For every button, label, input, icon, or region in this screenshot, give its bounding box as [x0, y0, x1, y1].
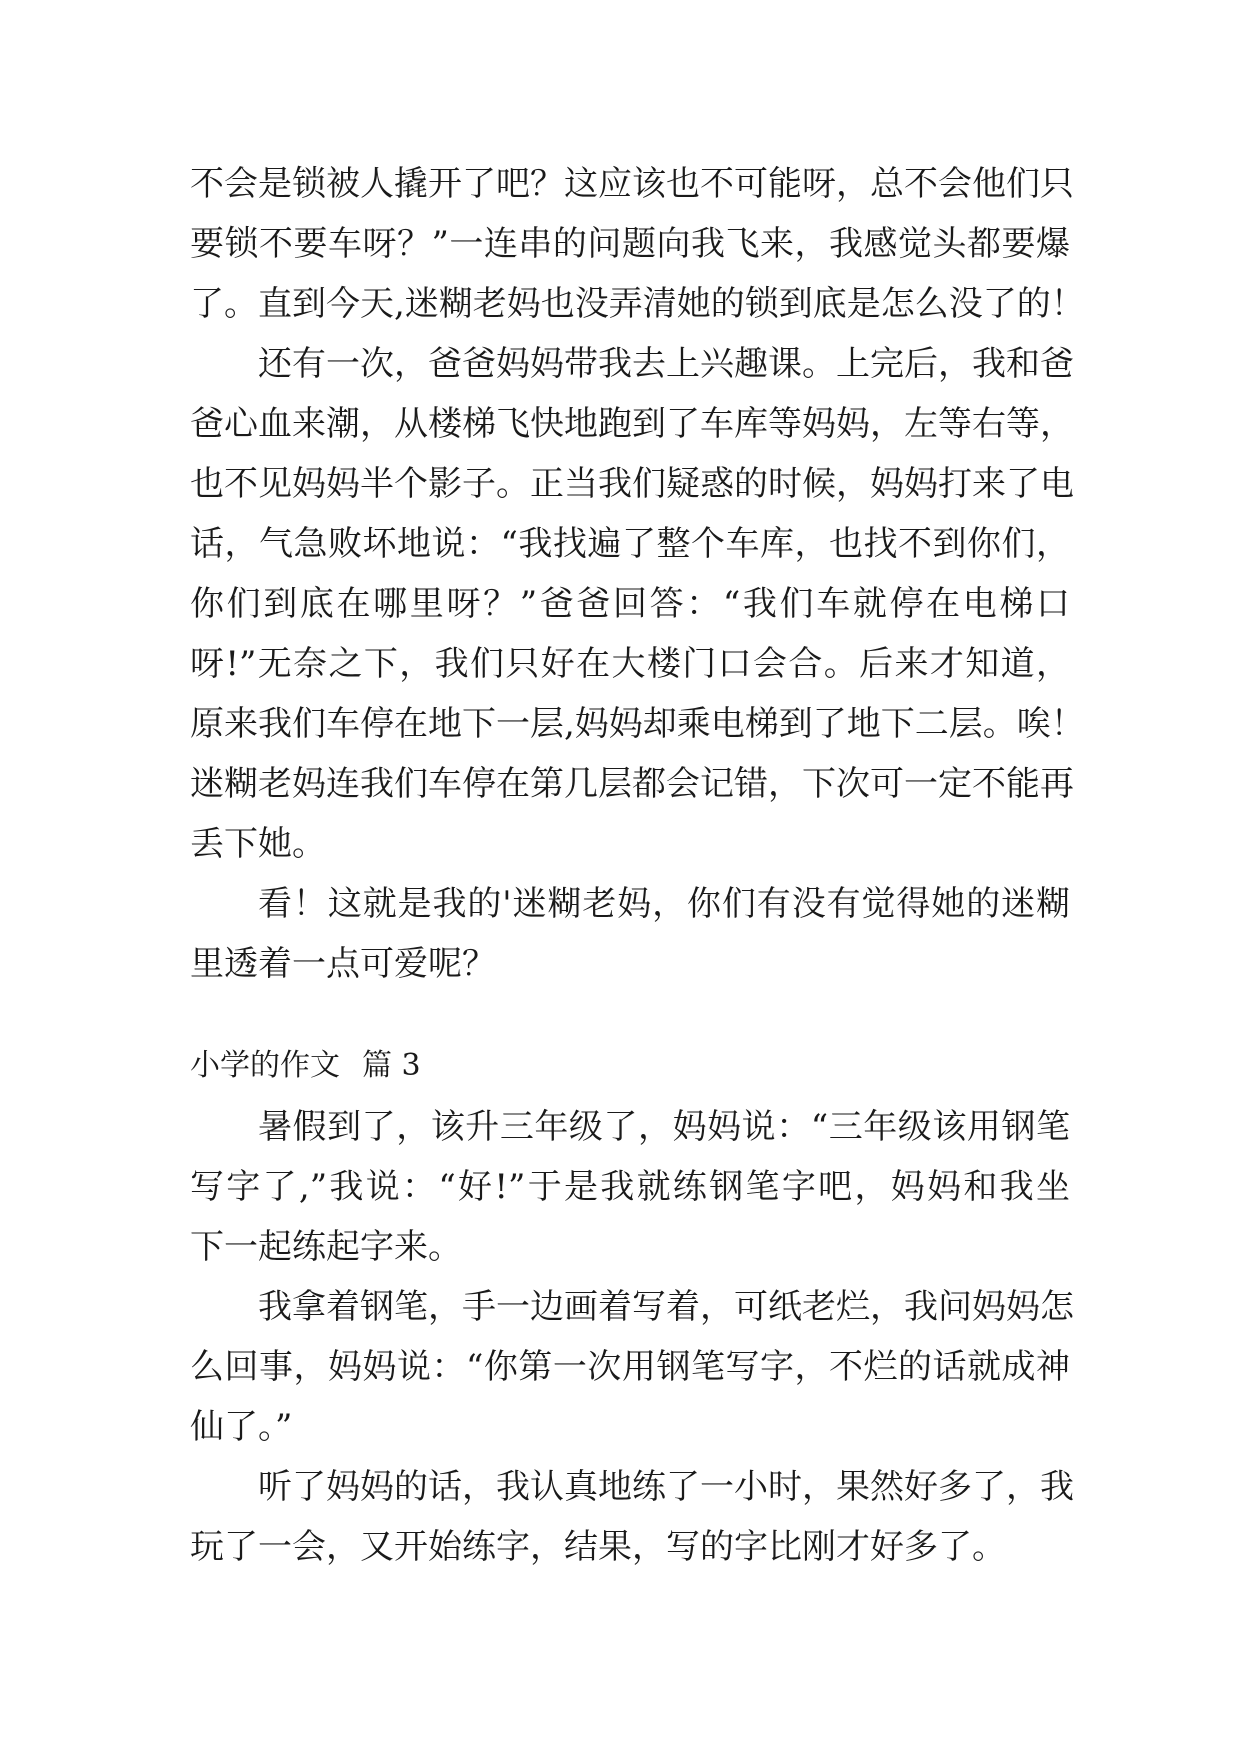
paragraph-line: 原来我们车停在地下一层,妈妈却乘电梯到了地下二层。唉！ [190, 704, 1085, 744]
paragraph-line: 你们到底在哪里呀？”爸爸回答：“我们车就停在电梯口 [190, 584, 1070, 624]
paragraph-line: 丢下她。 [190, 824, 326, 864]
paragraph-line: 仙了。” [190, 1407, 293, 1447]
paragraph-line: 爸心血来潮，从楼梯飞快地跑到了车库等妈妈，左等右等， [190, 404, 1074, 444]
paragraph-line: 里透着一点可爱呢？ [190, 944, 496, 984]
paragraph-line: 么回事，妈妈说：“你第一次用钢笔写字，不烂的话就成神 [190, 1347, 1070, 1387]
heading-title: 小学的作文 [190, 1048, 340, 1083]
heading-number: 篇 3 [362, 1048, 421, 1083]
paragraph-line: 下一起练起字来。 [190, 1227, 462, 1267]
paragraph-line: 我拿着钢笔，手一边画着写着，可纸老烂，我问妈妈怎 [258, 1287, 1074, 1327]
paragraph-line: 呀!”无奈之下，我们只好在大楼门口会合。后来才知道， [190, 644, 1070, 684]
paragraph-line: 还有一次，爸爸妈妈带我去上兴趣课。上完后，我和爸 [258, 344, 1074, 384]
paragraph-line: 话，气急败坏地说：“我找遍了整个车库，也找不到你们， [190, 524, 1070, 564]
paragraph-line: 迷糊老妈连我们车停在第几层都会记错，下次可一定不能再 [190, 764, 1074, 804]
section-heading [190, 1036, 421, 1096]
paragraph-line: 也不见妈妈半个影子。正当我们疑惑的时候，妈妈打来了电 [190, 464, 1074, 504]
paragraph-line: 了。直到今天,迷糊老妈也没弄清她的锁到底是怎么没了的！ [190, 284, 1085, 324]
paragraph-line: 暑假到了，该升三年级了，妈妈说：“三年级该用钢笔 [258, 1107, 1070, 1147]
paragraph-line: 写字了,”我说：“好!”于是我就练钢笔字吧，妈妈和我坐 [190, 1167, 1070, 1207]
paragraph-line: 看！这就是我的'迷糊老妈，你们有没有觉得她的迷糊 [258, 884, 1070, 924]
paragraph-line: 不会是锁被人撬开了吧？这应该也不可能呀，总不会他们只 [190, 164, 1074, 204]
paragraph-line: 玩了一会，又开始练字，结果，写的字比刚才好多了。 [190, 1527, 1006, 1567]
paragraph-line: 要锁不要车呀？”一连串的问题向我飞来，我感觉头都要爆 [190, 224, 1070, 264]
paragraph-line: 听了妈妈的话，我认真地练了一小时，果然好多了，我 [258, 1467, 1074, 1507]
